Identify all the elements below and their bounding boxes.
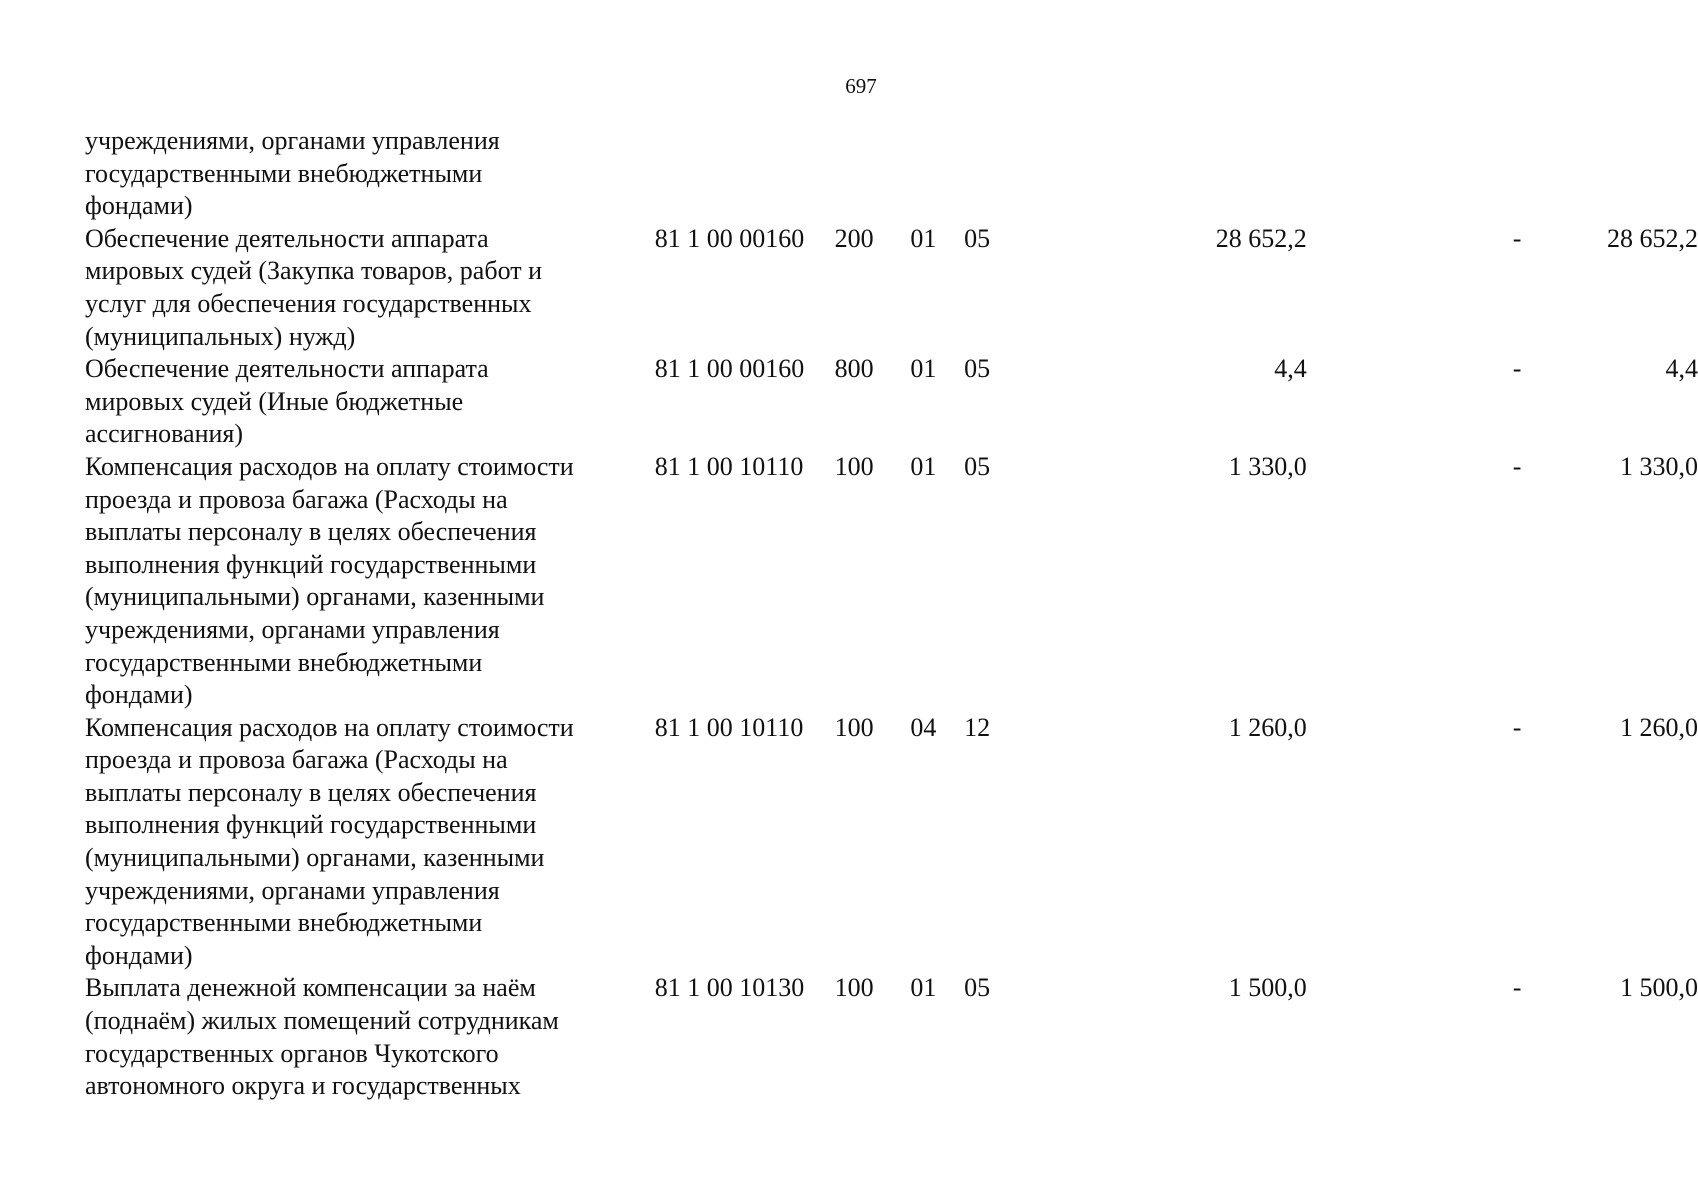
amount-total <box>1014 125 1307 223</box>
target-article-code: 81 1 00 10110 <box>654 712 804 742</box>
expense-name-line: Выплата денежной компенсации за наём <box>85 973 536 1003</box>
target-article-code <box>655 125 835 223</box>
expense-type-code: 100 <box>834 712 874 742</box>
section-code: 04 <box>910 712 937 742</box>
expense-name-line: фондами) <box>85 680 193 710</box>
expense-name-line: (муниципальными) органами, казенными <box>85 582 545 612</box>
expense-name-line: выплаты персоналу в целях обеспечения <box>85 517 537 547</box>
subsection-code: 05 <box>964 973 991 1003</box>
expense-name <box>85 451 655 712</box>
amount-total: 4,4 <box>1274 354 1307 384</box>
expense-name-line: Компенсация расходов на оплату стоимости <box>85 451 574 481</box>
amount-federal: - <box>1512 712 1522 742</box>
budget-table <box>85 125 1698 1103</box>
table-row <box>85 712 1698 973</box>
amount-regional: 1 260,0 <box>1620 712 1698 742</box>
target-article-code: 81 1 00 00160 <box>654 354 805 384</box>
expense-name-line: услуг для обеспечения государственных <box>85 288 532 318</box>
expense-name-line: государственными внебюджетными <box>85 647 483 677</box>
expense-name-line: государственными внебюджетными <box>85 158 483 188</box>
expense-type-code: 200 <box>834 223 874 253</box>
amount-total: 28 652,2 <box>1215 223 1307 253</box>
expense-name-line: мировых судей (Закупка товаров, работ и <box>85 256 543 286</box>
subsection-code: 05 <box>964 223 991 253</box>
amount-regional: 1 500,0 <box>1620 973 1698 1003</box>
amount-federal <box>1307 125 1522 223</box>
table-row <box>85 451 1698 712</box>
section-code: 01 <box>910 354 937 384</box>
expense-name-line: выполнения функций государственными <box>85 549 537 579</box>
expense-name-line: (поднаём) жилых помещений сотрудникам <box>85 1006 559 1036</box>
expense-name-line: фондами) <box>85 940 193 970</box>
expense-name <box>85 125 655 223</box>
expense-name-line: учреждениями, органами управления <box>85 875 500 905</box>
target-article-code: 81 1 00 10130 <box>654 973 805 1003</box>
expense-name-line: ассигнования) <box>85 419 244 449</box>
expense-name-line: автономного округа и государственных <box>85 1071 521 1101</box>
subsection-code: 12 <box>964 712 991 742</box>
amount-regional: 28 652,2 <box>1607 223 1698 253</box>
amount-regional: 4,4 <box>1665 354 1698 384</box>
amount-regional <box>1521 125 1698 223</box>
expense-name-line: Обеспечение деятельности аппарата <box>85 223 489 253</box>
expense-name-line: (муниципальными) органами, казенными <box>85 843 545 873</box>
expense-name <box>85 353 655 451</box>
table-row <box>85 223 1698 353</box>
section-code: 01 <box>910 223 937 253</box>
expense-name-line: мировых судей (Иные бюджетные <box>85 386 464 416</box>
expense-name-line: учреждениями, органами управления <box>85 126 500 155</box>
expense-name <box>85 223 655 353</box>
amount-total: 1 500,0 <box>1228 973 1307 1003</box>
amount-federal: - <box>1512 451 1522 481</box>
expense-type-code: 100 <box>834 973 874 1003</box>
expense-name-line: фондами) <box>85 191 193 221</box>
page-number: 697 <box>845 74 877 98</box>
table-row <box>85 353 1698 451</box>
subsection-code: 05 <box>964 451 991 481</box>
target-article-code: 81 1 00 00160 <box>654 223 805 253</box>
expense-name-line: проезда и провоза багажа (Расходы на <box>85 745 508 775</box>
section-code: 01 <box>910 451 937 481</box>
target-article-code: 81 1 00 10110 <box>654 451 804 481</box>
expense-name <box>85 972 655 1102</box>
expense-type-code <box>835 125 911 223</box>
amount-federal: - <box>1512 354 1522 384</box>
section-code <box>910 125 964 223</box>
expense-name-line: Компенсация расходов на оплату стоимости <box>85 712 574 742</box>
expense-name-line: выплаты персоналу в целях обеспечения <box>85 777 537 807</box>
amount-federal: - <box>1512 973 1522 1003</box>
amount-federal: - <box>1512 223 1522 253</box>
expense-name-line: (муниципальных) нужд) <box>85 321 356 351</box>
section-code: 01 <box>910 973 937 1003</box>
subsection-code: 05 <box>964 354 991 384</box>
amount-total: 1 260,0 <box>1228 712 1307 742</box>
expense-name-line: государственных органов Чукотского <box>85 1038 499 1068</box>
expense-name-line: проезда и провоза багажа (Расходы на <box>85 484 508 514</box>
expense-name-line: государственными внебюджетными <box>85 908 483 938</box>
expense-name-line: выполнения функций государственными <box>85 810 537 840</box>
expense-name <box>85 712 655 973</box>
expense-name-line: Обеспечение деятельности аппарата <box>85 354 489 384</box>
table-row <box>85 972 1698 1102</box>
amount-total: 1 330,0 <box>1228 451 1307 481</box>
table-row <box>85 125 1698 223</box>
subsection-code <box>964 125 1014 223</box>
expense-type-code: 800 <box>834 354 874 384</box>
expense-type-code: 100 <box>834 451 874 481</box>
amount-regional: 1 330,0 <box>1620 451 1698 481</box>
expense-name-line: учреждениями, органами управления <box>85 614 500 644</box>
table-body <box>85 125 1698 1103</box>
